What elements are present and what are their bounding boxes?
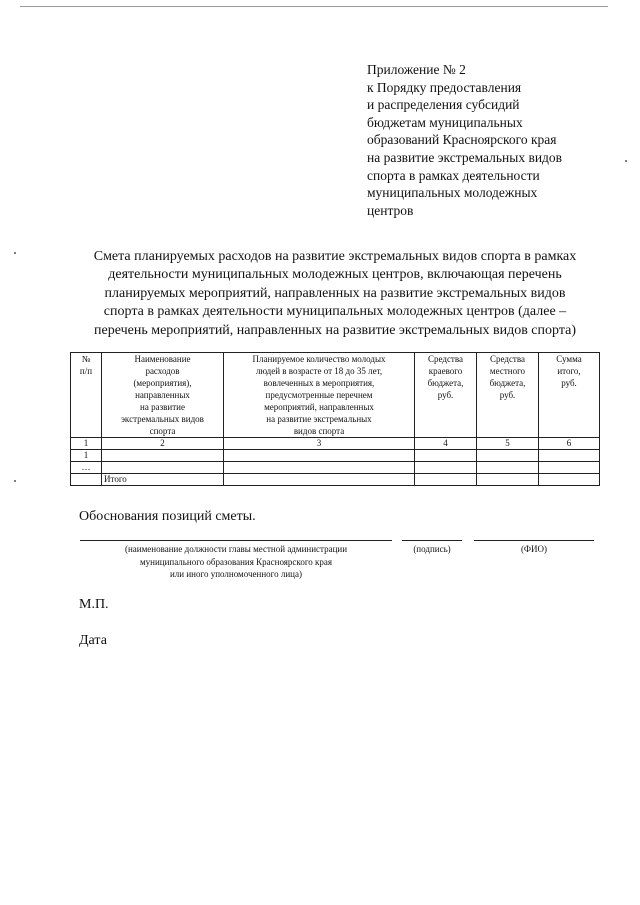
date-label: Дата	[79, 633, 107, 648]
table-cell	[224, 462, 415, 474]
column-number: 4	[415, 438, 477, 450]
table-cell	[415, 450, 477, 462]
column-number: 2	[102, 438, 224, 450]
table-cell	[539, 462, 600, 474]
title-line: деятельности муниципальных молодежных центров, включающая перечень	[108, 267, 562, 283]
title-line: Смета планируемых расходов на развитие экстремальных видов спорта в рамках	[93, 249, 577, 264]
table-cell	[415, 462, 477, 474]
column-number: 1	[71, 438, 102, 450]
position-caption-line: или иного уполномоченного лица)	[169, 569, 302, 579]
justification-label: Обоснования позиций сметы.	[79, 509, 256, 524]
table-cell	[71, 474, 102, 486]
position-caption-line: муниципального образования Красноярского края	[139, 556, 333, 567]
total-label: Итого	[102, 474, 224, 486]
appendix-line: к Порядку предоставления	[367, 79, 522, 95]
scan-top-edge	[20, 6, 608, 7]
title-line: спорта в рамках деятельности муниципальных молодежных центров (далее –	[103, 304, 567, 320]
total-row	[71, 474, 600, 486]
table-row	[71, 450, 600, 462]
column-number-row	[71, 438, 600, 450]
title-line: перечень мероприятий, направленных на развитие экстремальных видов спорта)	[94, 322, 576, 338]
appendix-line: образований Красноярского края	[367, 132, 557, 148]
appendix-line: бюджетам муниципальных	[367, 114, 523, 130]
estimate-table	[70, 352, 600, 486]
table-header-row	[71, 353, 600, 438]
stamp-label: М.П.	[79, 597, 109, 612]
name-caption: (ФИО)	[520, 544, 548, 554]
table-cell	[415, 474, 477, 486]
name-signature-line	[474, 540, 594, 541]
header-regional-funds: Средства краевого бюджета, руб.	[415, 353, 477, 438]
row-number: …	[71, 462, 102, 474]
appendix-line: на развитие экстремальных видов	[367, 149, 563, 165]
sign-caption: (подпись)	[413, 544, 451, 554]
sign-signature-line	[402, 540, 462, 541]
table-cell	[539, 450, 600, 462]
document-title	[70, 248, 600, 340]
appendix-line: и распределения субсидий	[367, 97, 520, 113]
scan-artifact	[14, 252, 16, 254]
appendix-line: спорта в рамках деятельности	[367, 167, 540, 183]
table-cell	[477, 462, 539, 474]
table-cell	[539, 474, 600, 486]
column-number: 3	[224, 438, 415, 450]
table-row	[71, 462, 600, 474]
column-number: 5	[477, 438, 539, 450]
header-total-sum: Сумма итого, руб.	[539, 353, 600, 438]
header-participants: Планируемое количество молодых людей в возрасте от 18 до 35 лет, вовлеченных в мероприятия, предусмотренные перечнем мероприятий, направленных на развитие экстремальных видов спорта	[224, 353, 415, 438]
appendix-header	[367, 61, 607, 219]
scan-artifact	[625, 160, 627, 162]
table-cell	[102, 462, 224, 474]
table-cell	[102, 450, 224, 462]
table-cell	[477, 450, 539, 462]
scan-artifact	[14, 480, 16, 482]
appendix-line: Приложение № 2	[367, 62, 466, 77]
header-local-funds: Средства местного бюджета, руб.	[477, 353, 539, 438]
appendix-line: центров	[367, 202, 414, 218]
position-signature-line	[80, 540, 392, 541]
appendix-line: муниципальных молодежных	[367, 185, 538, 201]
header-expense-name: Наименование расходов (мероприятия), направленных на развитие экстремальных видов спорта	[102, 353, 224, 438]
position-caption-line: (наименование должности главы местной администрации	[124, 544, 348, 554]
row-number: 1	[71, 450, 102, 462]
table-cell	[224, 474, 415, 486]
column-number: 6	[539, 438, 600, 450]
header-number: № п/п	[71, 353, 102, 438]
table-cell	[224, 450, 415, 462]
title-line: планируемых мероприятий, направленных на развитие экстремальных видов	[104, 285, 566, 301]
position-caption	[80, 543, 392, 581]
table-cell	[477, 474, 539, 486]
